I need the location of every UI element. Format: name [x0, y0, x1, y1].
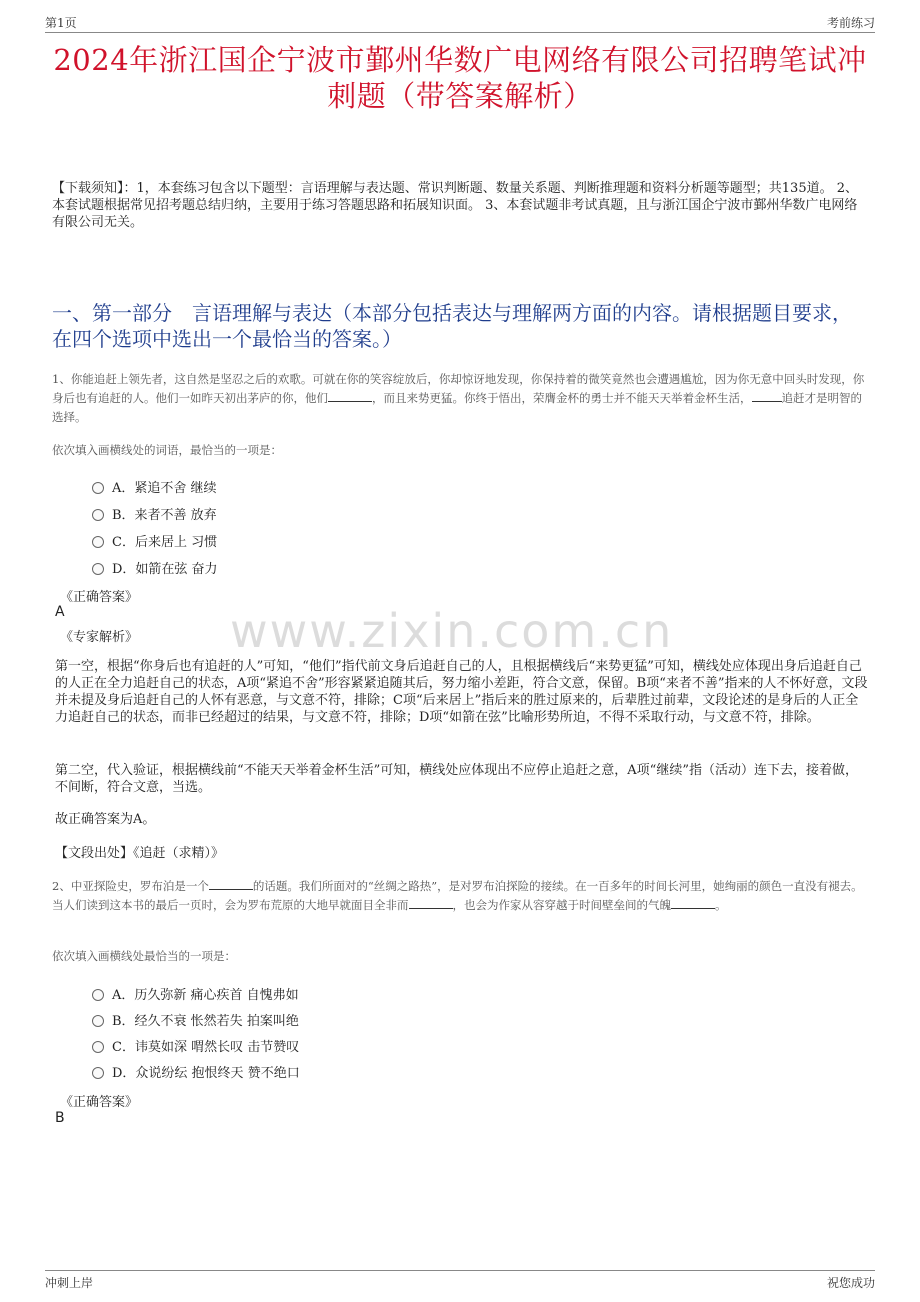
radio-icon[interactable] — [92, 563, 104, 575]
q1-text-part: ，而且来势更猛。你终于悟出，荣膺金杯的勇士并不能天天举着金杯生活， — [372, 391, 752, 405]
q2-option-d[interactable] — [92, 1062, 300, 1081]
option-label: D．如箭在弦 奋力 — [112, 562, 218, 577]
radio-icon[interactable] — [92, 509, 104, 521]
q1-analysis-1: 第一空，根据“你身后也有追赶的人”可知，“他们”指代前文身后追赶自己的人，且根据横线后“来势更猛”可知，横线处应体现出身后追赶自己的人正在全力追赶自己的状态，A项“紧追不舍”形容紧紧追随其后，努力缩小差距，符合文意，保留。B项“来者不善”指来的人不怀好意，文段并未提及身后追赶自己的人怀有恶意，与文意不符，排除；C项“后来居上”指后来的胜过原来的，后辈胜过前辈，文段论述的是身后的人正全力追赶自己的状态，而非已经超过的结果，与文意不符，排除；D项“如箭在弦”比喻形势所迫，不得不采取行动，与文意不符，排除。 — [55, 659, 868, 725]
q2-option-c[interactable] — [92, 1036, 299, 1055]
q2-text-part: 的话题。我们所面对的“丝绸之路热”，是对罗布泊探险的接续。在一百多年的时间长河里，她绚丽的颜色一直没有褪去。当人们读到这本书的最后一页时，会为罗布荒原的大地早就面目全非而 — [52, 879, 863, 912]
option-label: B．来者不善 放弃 — [112, 508, 217, 523]
q1-option-c[interactable] — [92, 531, 217, 550]
radio-icon[interactable] — [92, 1015, 104, 1027]
q1-analysis-label: 《专家解析》 — [60, 630, 139, 645]
q1-source: 【文段出处】《追赶（求精）》 — [55, 846, 225, 861]
option-label: B．经久不衰 怅然若失 拍案叫绝 — [112, 1014, 299, 1029]
q2-answer-label: 《正确答案》 — [60, 1095, 139, 1110]
option-label: A．历久弥新 痛心疾首 自愧弗如 — [112, 988, 299, 1003]
radio-icon[interactable] — [92, 1067, 104, 1079]
q1-conclusion: 故正确答案为A。 — [55, 812, 156, 827]
radio-icon[interactable] — [92, 989, 104, 1001]
watermark: www.zixin.com.cn — [230, 604, 674, 658]
question-2-prompt: 依次填入画横线处最恰当的一项是： — [52, 949, 236, 963]
q1-answer: A — [55, 604, 65, 620]
q1-answer-label: 《正确答案》 — [60, 590, 139, 605]
fill-blank — [409, 897, 453, 909]
fill-blank — [752, 390, 782, 402]
radio-icon[interactable] — [92, 536, 104, 548]
page-number: 第1页 — [45, 16, 77, 30]
header-tag: 考前练习 — [826, 16, 875, 30]
download-notice: 【下载须知】：1，本套练习包含以下题型：言语理解与表达题、常识判断题、数量关系题、判断推理题和资料分析题等题型；共135道。 2、本套试题根据常见招考题总结归纳，主要用于练习答题思路和拓展知识面。 3、本套试题非考试真题，且与浙江国企宁波市鄞州华数广电网络有限公司无关。 — [52, 181, 858, 230]
q1-option-a[interactable] — [92, 477, 217, 496]
question-1-prompt: 依次填入画横线处的词语，最恰当的一项是： — [52, 443, 282, 457]
option-label: C．后来居上 习惯 — [112, 535, 218, 550]
q2-option-b[interactable] — [92, 1010, 299, 1029]
q1-option-b[interactable] — [92, 504, 217, 523]
option-label: A．紧追不舍 继续 — [112, 481, 217, 496]
option-label: D．众说纷纭 抱恨终天 赞不绝口 — [112, 1066, 300, 1081]
q2-text-part: ，也会为作家从容穿越于时间壁垒间的气魄 — [452, 898, 671, 912]
question-2-text — [52, 877, 870, 915]
q2-answer: B — [55, 1110, 65, 1126]
page-footer — [45, 1270, 875, 1290]
fill-blank — [209, 878, 253, 890]
q1-analysis-2: 第二空，代入验证，根据横线前“不能天天举着金杯生活”可知，横线处应体现出不应停止追赶之意，A项“继续”指（活动）连下去，接着做，不间断，符合文意，当选。 — [55, 763, 858, 795]
footer-left: 冲刺上岸 — [45, 1276, 94, 1290]
footer-right: 祝您成功 — [826, 1276, 875, 1290]
radio-icon[interactable] — [92, 1041, 104, 1053]
document-title: 2024年浙江国企宁波市鄞州华数广电网络有限公司招聘笔试冲刺题（带答案解析） — [53, 43, 867, 113]
q2-option-a[interactable] — [92, 984, 299, 1003]
fill-blank — [671, 897, 715, 909]
q1-text-part: 追赶才是明智的选择。 — [52, 391, 862, 424]
section-heading: 一、第一部分 言语理解与表达（本部分包括表达与理解两方面的内容。请根据题目要求，在四个选项中选出一个最恰当的答案。） — [52, 301, 852, 351]
option-label: C．讳莫如深 喟然长叹 击节赞叹 — [112, 1040, 300, 1055]
q2-text-part: 2、中亚探险史，罗布泊是一个 — [52, 879, 209, 893]
q1-option-d[interactable] — [92, 558, 218, 577]
fill-blank — [328, 390, 372, 402]
page-header — [45, 14, 875, 33]
q2-text-part: 。 — [715, 898, 727, 912]
radio-icon[interactable] — [92, 482, 104, 494]
question-1-text — [52, 370, 870, 427]
q1-text-part: 1、你能追赶上领先者，这自然是坚忍之后的欢歌。可就在你的笑容绽放后，你却惊讶地发现，你保持着的微笑竟然也会遭遇尴尬，因为你无意中回头时发现，你身后也有追赶的人。他们一如昨天初出茅庐的你，他们 — [52, 372, 865, 405]
